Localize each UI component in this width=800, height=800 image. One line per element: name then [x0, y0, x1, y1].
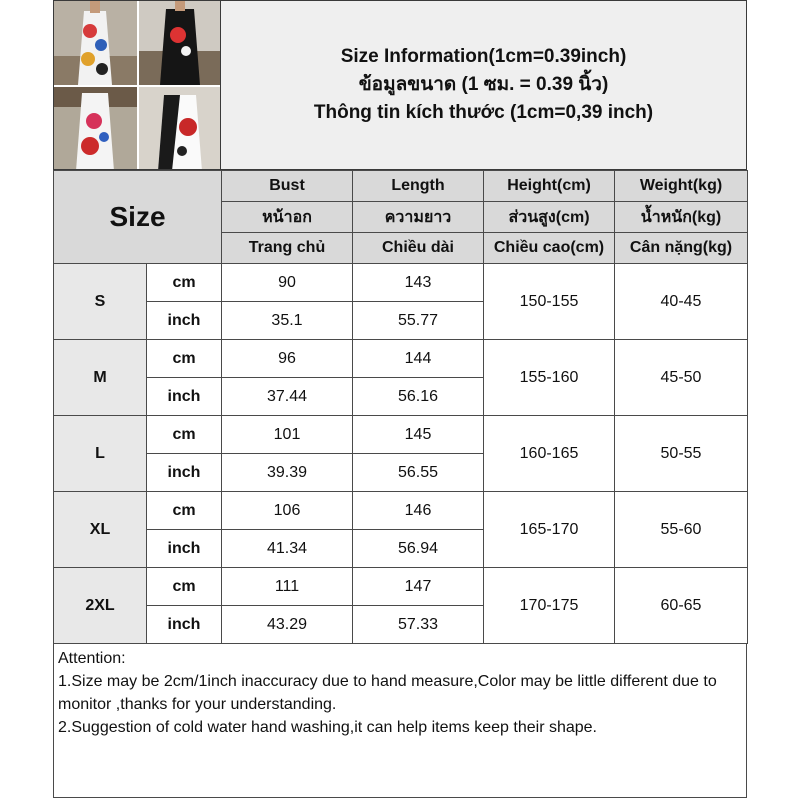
length-cm: 146 — [353, 492, 484, 530]
unit-cm: cm — [147, 492, 222, 530]
weight-range: 45-50 — [615, 340, 748, 416]
length-cm: 145 — [353, 416, 484, 454]
length-inch: 57.33 — [353, 606, 484, 644]
height-range: 150-155 — [484, 264, 615, 340]
height-range: 165-170 — [484, 492, 615, 568]
size-label-xl: XL — [54, 492, 147, 568]
unit-inch: inch — [147, 454, 222, 492]
bust-cm: 111 — [222, 568, 353, 606]
header — [53, 0, 747, 170]
length-inch: 56.94 — [353, 530, 484, 568]
col-header-weight-th: น้ำหนัก(kg) — [615, 202, 748, 233]
bust-cm: 101 — [222, 416, 353, 454]
col-header-height-th: ส่วนสูง(cm) — [484, 202, 615, 233]
col-header-weight-vi: Cân nặng(kg) — [615, 233, 748, 264]
size-label-2xl: 2XL — [54, 568, 147, 644]
product-thumbnail — [53, 0, 221, 170]
bust-inch: 39.39 — [222, 454, 353, 492]
table-row — [54, 264, 748, 302]
bust-cm: 106 — [222, 492, 353, 530]
col-header-length-vi: Chiều dài — [353, 233, 484, 264]
length-cm: 144 — [353, 340, 484, 378]
col-header-length-th: ความยาว — [353, 202, 484, 233]
attention-note-1: 1.Size may be 2cm/1inch inaccuracy due to hand measure,Color may be little different due to monitor ,thanks for your understanding. — [58, 673, 717, 713]
col-header-height-vi: Chiều cao(cm) — [484, 233, 615, 264]
col-header-bust-th: หน้าอก — [222, 202, 353, 233]
col-header-bust-vi: Trang chủ — [222, 233, 353, 264]
col-header-height: Height(cm) — [484, 171, 615, 202]
col-header-weight: Weight(kg) — [615, 171, 748, 202]
product-photo-collage — [54, 1, 221, 170]
bust-inch: 35.1 — [222, 302, 353, 340]
attention-notes — [53, 643, 747, 798]
length-cm: 147 — [353, 568, 484, 606]
weight-range: 60-65 — [615, 568, 748, 644]
weight-range: 50-55 — [615, 416, 748, 492]
unit-cm: cm — [147, 340, 222, 378]
length-cm: 143 — [353, 264, 484, 302]
length-inch: 55.77 — [353, 302, 484, 340]
unit-cm: cm — [147, 568, 222, 606]
size-table — [53, 170, 748, 644]
title-box — [221, 0, 747, 170]
attention-note-2: 2.Suggestion of cold water hand washing,it can help items keep their shape. — [58, 719, 597, 736]
table-row — [54, 568, 748, 606]
table-row — [54, 340, 748, 378]
bust-inch: 41.34 — [222, 530, 353, 568]
unit-inch: inch — [147, 530, 222, 568]
table-row — [54, 492, 748, 530]
size-label-s: S — [54, 264, 147, 340]
title-thai: ข้อมูลขนาด (1 ซม. = 0.39 นิ้ว) — [358, 74, 609, 95]
table-row — [54, 416, 748, 454]
col-header-bust: Bust — [222, 171, 353, 202]
height-range: 155-160 — [484, 340, 615, 416]
height-range: 160-165 — [484, 416, 615, 492]
attention-heading: Attention: — [58, 650, 126, 667]
unit-cm: cm — [147, 264, 222, 302]
unit-inch: inch — [147, 606, 222, 644]
title-english: Size Information(1cm=0.39inch) — [340, 46, 627, 67]
size-label-m: M — [54, 340, 147, 416]
size-column-title: Size — [54, 171, 222, 264]
weight-range: 40-45 — [615, 264, 748, 340]
unit-inch: inch — [147, 302, 222, 340]
size-chart — [53, 0, 747, 798]
bust-inch: 43.29 — [222, 606, 353, 644]
bust-cm: 90 — [222, 264, 353, 302]
size-label-l: L — [54, 416, 147, 492]
table-header-row-english — [54, 171, 748, 202]
title-vietnamese: Thông tin kích thước (1cm=0,39 inch) — [313, 102, 654, 123]
height-range: 170-175 — [484, 568, 615, 644]
unit-inch: inch — [147, 378, 222, 416]
length-inch: 56.16 — [353, 378, 484, 416]
bust-cm: 96 — [222, 340, 353, 378]
unit-cm: cm — [147, 416, 222, 454]
length-inch: 56.55 — [353, 454, 484, 492]
col-header-length: Length — [353, 171, 484, 202]
bust-inch: 37.44 — [222, 378, 353, 416]
weight-range: 55-60 — [615, 492, 748, 568]
